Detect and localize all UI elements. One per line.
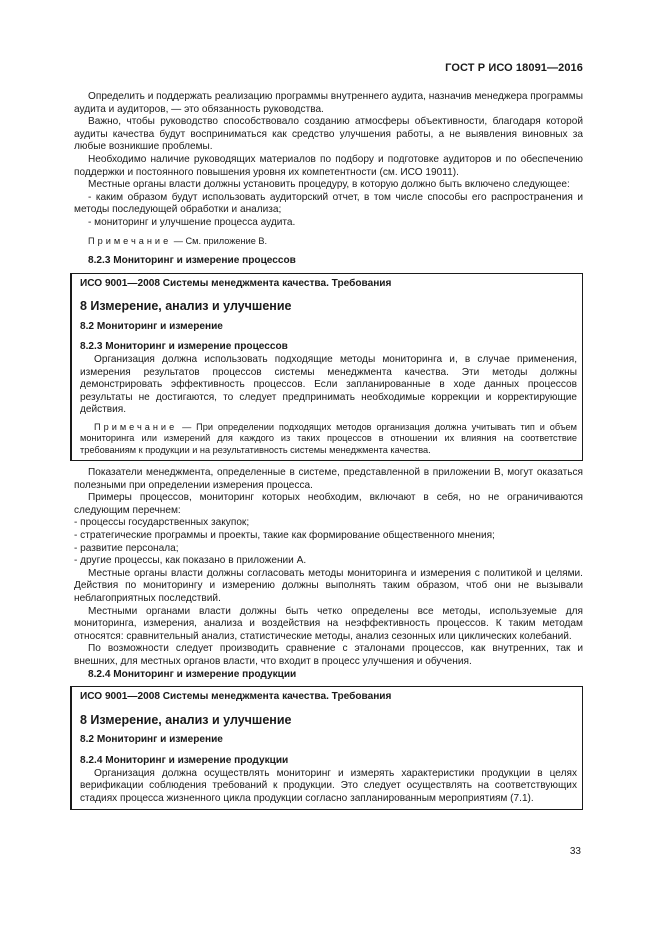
box-note [80,422,577,456]
box-title: ИСО 9001—2008 Системы менеджмента качества. Требования [80,691,392,703]
quote-box-iso9001-823 [70,273,583,462]
box-text: Организация должна осуществлять мониторинг и измерять характеристики продукции в целях верификации соблюдения требований к продукции. Это следует осуществлять на соответствующих стадиях процесса жизненного цикла продукции согласно запланированным мероприятиям (7.1). [80,767,577,804]
box-title: ИСО 9001—2008 Системы менеджмента качества. Требования [80,277,392,289]
box-heading-2: 8.2 Мониторинг и измерение [80,320,223,332]
box-heading-1: 8 Измерение, анализ и улучшение [80,712,292,727]
section-heading: 8.2.3 Мониторинг и измерение процессов [88,254,296,266]
note-text: — См. приложение В. [173,235,268,246]
paragraph: По возможности следует производить сравнение с эталонами процессов, как внутренних, так и внешних, для местных органов власти, что входит в процесс улучшения и обучения. [74,643,583,667]
list-item: - мониторинг и улучшение процесса аудита. [88,216,296,228]
paragraph: Важно, чтобы руководство способствовало созданию атмосферы объективности, благодаря которой аудиты качества будут восприниматься как средство улучшения работы, а не выявления виновных за любые возникшие проблемы. [74,116,583,153]
box-heading-2: 8.2 Мониторинг и измерение [80,734,223,746]
note-label: Примечание [94,421,178,432]
paragraph: Примеры процессов, мониторинг которых необходим, включают в себя, но не ограничиваются следующим перечнем: [74,492,583,516]
box-heading-3: 8.2.4 Мониторинг и измерение продукции [80,754,289,766]
list-item: - другие процессы, как показано в приложении А. [74,555,307,567]
box-heading-1: 8 Измерение, анализ и улучшение [80,299,292,314]
quote-box-iso9001-824 [70,686,583,810]
list-item: - развитие персонала; [74,542,179,554]
box-heading-3: 8.2.3 Мониторинг и измерение процессов [80,341,288,353]
paragraph: Показатели менеджмента, определенные в системе, представленной в приложении В, могут оказаться полезными при определении измерения процесса. [74,467,583,491]
paragraph: Местными органами власти должны быть четко определены все методы, используемые для мониторинга, измерения, анализа и воздействия на неэффективность процессов. К таким методам относятся: сравнительный анализ, статистические методы, анализ сезонных или циклических колебаний. [74,605,583,642]
note-label: Примечание [88,235,172,246]
paragraph: Местные органы власти должны установить процедуру, в которую должно быть включено следующее: [88,179,570,191]
paragraph: Местные органы власти должны согласовать методы мониторинга и измерения с политикой и целями. Действия по мониторингу и измерению должны выполнять таким образом, чтоб они не вызывали неблагоприятных последствий. [74,567,583,605]
document-header: ГОСТ Р ИСО 18091—2016 [445,62,583,74]
note [74,236,583,247]
paragraph: Необходимо наличие руководящих материалов по подбору и подготовке аудиторов и по обеспечению поддержки и постоянного повышения уровня их компетентности (см. ИСО 19011). [74,153,583,178]
page-content [74,91,583,816]
paragraph: Определить и поддержать реализацию программы внутреннего аудита, назначив менеджера программы аудита и аудиторов, — это обязанность руководства. [74,91,584,115]
list-item: - каким образом будут использовать аудиторский отчет, в том числе способы его распространения и методы последующей обработки и анализа; [74,191,583,216]
list-item: - стратегические программы и проекты, такие как формирование общественного мнения; [74,530,495,542]
page-number: 33 [569,846,581,857]
list-item: - процессы государственных закупок; [74,517,250,529]
section-heading: 8.2.4 Мониторинг и измерение продукции [88,668,297,680]
note-text: — При определении подходящих методов организация должна учитывать тип и объем мониторинга или измерений для каждого из таких процессов в отношении их влияния на соответствие требованиям к продукции и на результативность системы менеджмента качества. [80,421,577,455]
box-text: Организация должна использовать подходящие методы мониторинга и, в случае применения, измерения результатов процессов системы менеджмента качества. Эти методы должны демонстрировать эффективность процессов. Если запланированные в ходе данных процессов результаты не достигаются, то следует предпринимать необходимые коррекции и корректирующие действия. [80,353,577,416]
